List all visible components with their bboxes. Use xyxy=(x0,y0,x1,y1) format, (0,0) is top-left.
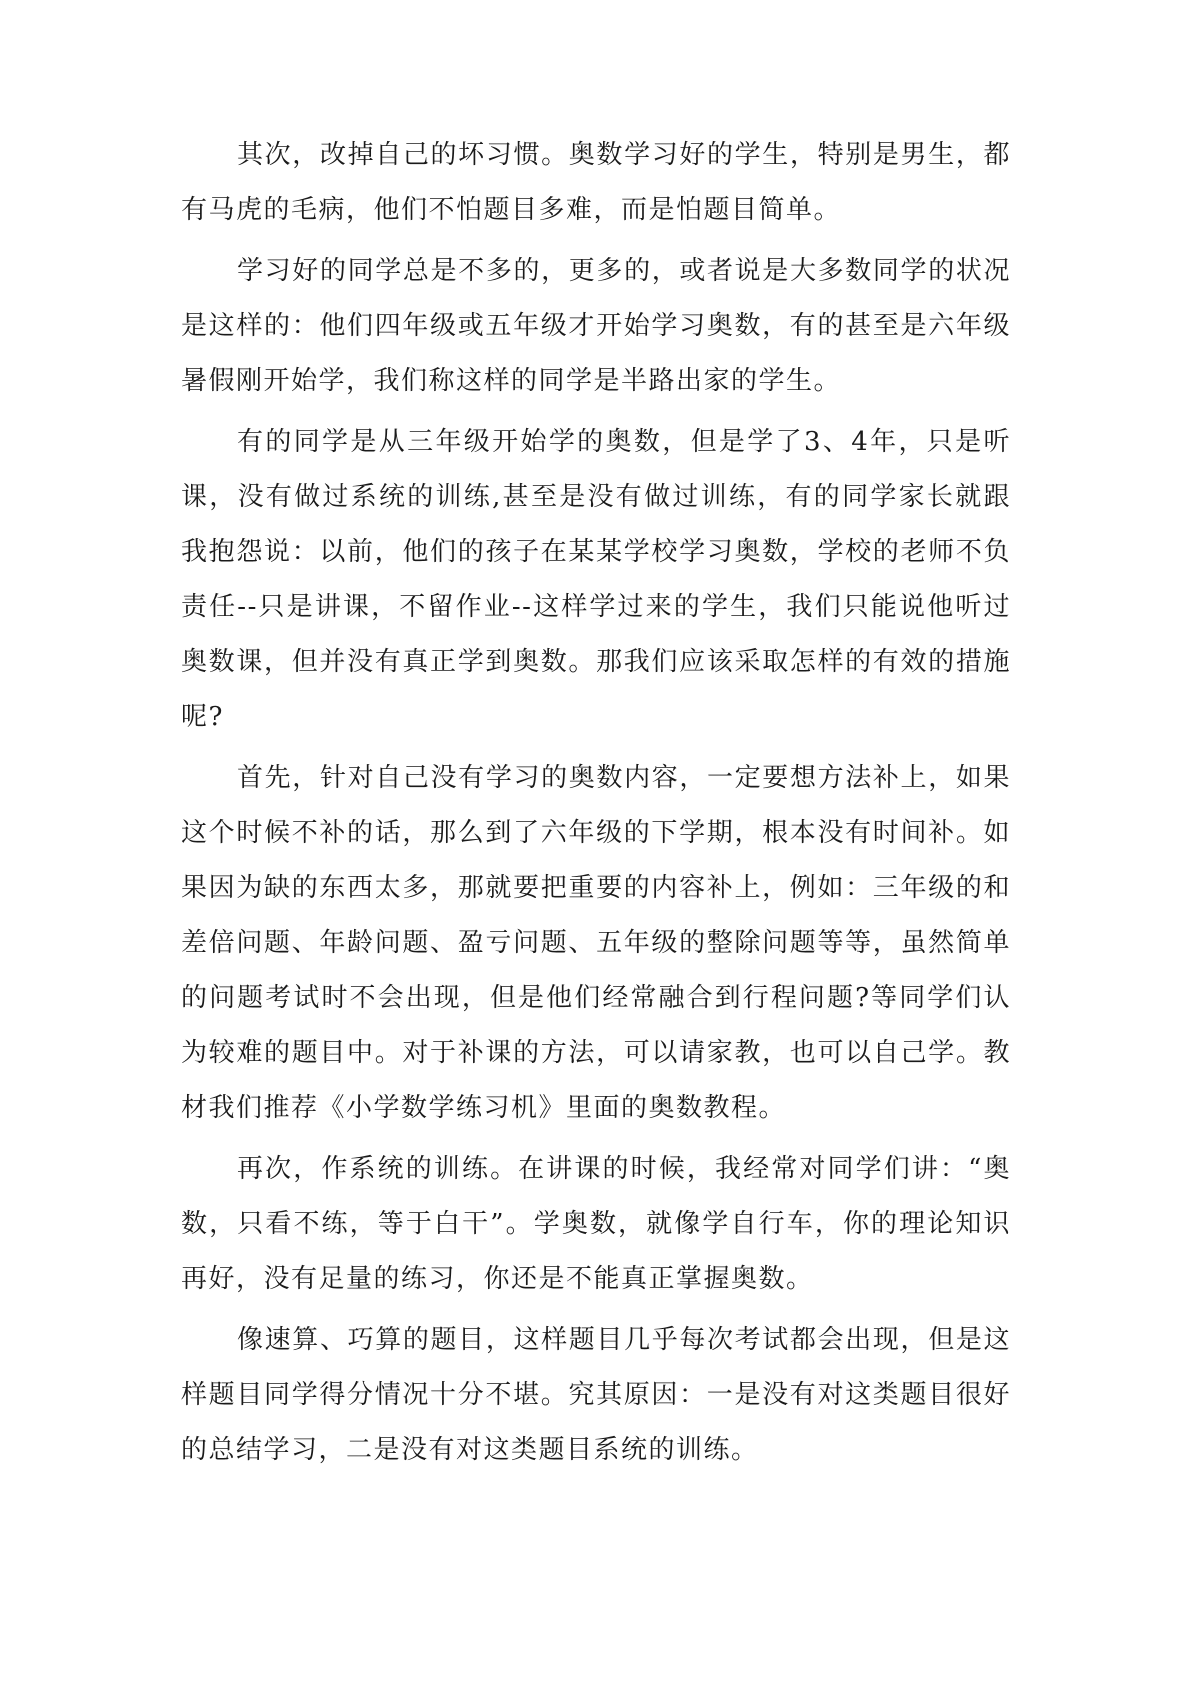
paragraph-bad-habits: 其次，改掉自己的坏习惯。奥数学习好的学生，特别是男生，都有马虎的毛病，他们不怕题目多难，而是怕题目简单。 xyxy=(181,140,1011,225)
paragraph-systematic-training: 再次，作系统的训练。在讲课的时候，我经常对同学们讲：“奥数，只看不练，等于白干”。学奥数，就像学自行车，你的理论知识再好，没有足量的练习，你还是不能真正掌握奥数。 xyxy=(181,1154,1011,1294)
paragraph-no-training: 有的同学是从三年级开始学的奥数，但是学了3、4年，只是听课，没有做过系统的训练,甚至是没有做过训练，有的同学家长就跟我抱怨说：以前，他们的孩子在某某学校学习奥数，学校的老师不负责任--只是讲课，不留作业--这样学过来的学生，我们只能说他听过奥数课，但并没有真正学到奥数。那我们应该采取怎样的有效的措施呢? xyxy=(181,427,1011,732)
document-body xyxy=(181,128,1011,1484)
paragraph-late-starters: 学习好的同学总是不多的，更多的，或者说是大多数同学的状况是这样的：他们四年级或五年级才开始学习奥数，有的甚至是六年级暑假刚开始学，我们称这样的同学是半路出家的学生。 xyxy=(181,256,1011,396)
paragraph-make-up-content: 首先，针对自己没有学习的奥数内容，一定要想方法补上，如果这个时候不补的话，那么到了六年级的下学期，根本没有时间补。如果因为缺的东西太多，那就要把重要的内容补上，例如：三年级的和差倍问题、年龄问题、盈亏问题、五年级的整除问题等等，虽然简单的问题考试时不会出现，但是他们经常融合到行程问题?等同学们认为较难的题目中。对于补课的方法，可以请家教，也可以自己学。教材我们推荐《小学数学练习机》里面的奥数教程。 xyxy=(181,763,1011,1123)
paragraph-quick-calculation: 像速算、巧算的题目，这样题目几乎每次考试都会出现，但是这样题目同学得分情况十分不堪。究其原因：一是没有对这类题目很好的总结学习，二是没有对这类题目系统的训练。 xyxy=(181,1325,1011,1465)
